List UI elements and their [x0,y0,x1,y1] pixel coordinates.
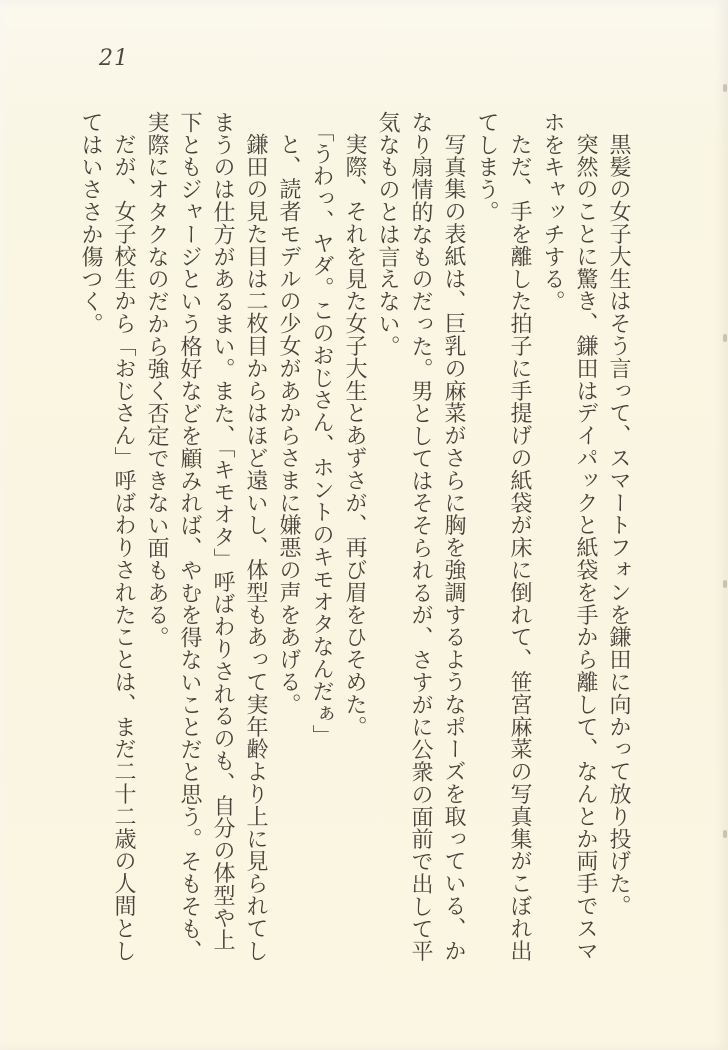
text-line: 下ともジャージという格好などを顧みれば、やむを得ないことだと思う。そもそも、 [177,111,202,963]
text-line: と、読者モデルの少女があからさまに嫌悪の声をあげる。 [276,133,301,716]
text-line: 突然のことに驚き、鎌田はデイパックと紙袋を手から離して、なんとか両手でスマ [573,133,598,962]
text-line: 写真集の表紙は、巨乳の麻菜がさらに胸を強調するようなポーズを取っている、か [441,133,466,962]
text-line: てはいささか傷つく。 [78,111,103,335]
text-line: 鎌田の見た目は二枚目からはほど遠いし、体型もあって実年齢より上に見られてし [243,133,268,962]
scan-artifact [723,830,727,838]
text-line: 黒髪の女子大生はそう言って、スマートフォンを鎌田に向かって放り投げた。 [606,133,631,917]
text-line: まうのは仕方があるまい。また、「キモオタ」呼ばわりされるのも、自分の体型や上 [210,111,235,952]
text-line: 「うわっ、ヤダ。このおじさん、ホントのキモオタなんだぁ」 [309,120,334,748]
page-number: 21 [99,46,129,71]
text-line: ただ、手を離した拍子に手提げの紙袋が床に倒れて、笹宮麻菜の写真集がこぼれ出 [507,133,532,962]
text-line: 気なものとは言えない。 [375,111,400,358]
body-text [74,111,635,964]
scan-artifact [723,334,727,342]
text-line: なり扇情的なものだった。男としてはそそられるが、さすがに公衆の面前で出して平 [408,111,433,963]
text-line: てしまう。 [474,111,499,223]
text-line: 実際、それを見た女子大生とあずさが、再び眉をひそめた。 [342,133,367,738]
scan-artifact [723,84,727,92]
text-line: ホをキャッチする。 [540,111,565,313]
text-line: 実際にオタクなのだから強く否定できない面もある。 [144,111,169,649]
text-line: だが、女子校生から「おじさん」呼ばわりされたことは、まだ二十二歳の人間とし [111,133,136,962]
scan-artifact [723,580,727,588]
